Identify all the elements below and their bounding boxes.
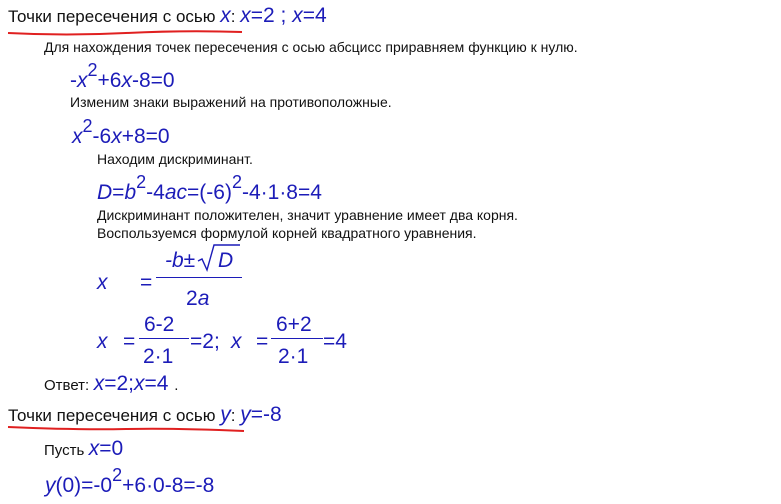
answer-label: Ответ: [44, 377, 90, 394]
answer-dot: . [174, 377, 179, 394]
heading-x-var: x [220, 4, 231, 27]
let-rhs: =0 [99, 437, 124, 460]
heading-x-eq2-rhs: =4 [302, 4, 327, 27]
root1-num: 6-2 [144, 313, 175, 336]
heading-x-colon: : [230, 7, 236, 26]
heading-x-label: Точки пересечения с осью [8, 7, 216, 26]
formula-x: x [97, 271, 108, 294]
heading-x [8, 5, 327, 26]
formula-fraction-bar [156, 277, 242, 278]
heading-y-eq-rhs: =-8 [250, 403, 282, 426]
disc-power1: 2 [136, 172, 147, 192]
final-arg: (0)=-0 [55, 474, 113, 497]
answer-r2: =4 [144, 372, 169, 395]
formula-num-text: -b± [165, 249, 196, 272]
eq1-x2: x [121, 69, 132, 92]
disc-eq: = [112, 181, 125, 204]
eq1-power: 2 [87, 60, 98, 80]
eq2-x: x [72, 125, 83, 148]
root2-fraction-bar [271, 338, 323, 339]
step5-text: Воспользуемся формулой корней квадратного уравнения. [97, 225, 477, 241]
final-power: 2 [112, 465, 123, 485]
heading-y-colon: : [230, 406, 236, 425]
root1-result: =2; [190, 330, 220, 353]
disc-rest: -4·1·8=4 [241, 181, 322, 204]
eq2-power: 2 [82, 116, 93, 136]
root1-eq: = [123, 330, 136, 353]
root1-fraction-bar [139, 338, 189, 339]
equation-1 [70, 60, 175, 92]
answer-x2: x [133, 372, 145, 395]
step2-text: Изменим знаки выражений на противоположные. [70, 94, 392, 110]
root1-x: x [97, 330, 108, 353]
root2-eq: = [256, 330, 269, 353]
answer-line [44, 373, 178, 394]
eq2-term-b: -6 [92, 125, 112, 148]
discriminant-equation [97, 172, 322, 204]
formula-eq: = [140, 271, 153, 294]
let-line [44, 438, 123, 459]
heading-x-eq2-var: x [292, 4, 303, 27]
eq2-term-c: +8=0 [121, 125, 170, 148]
heading-y-var: y [220, 403, 231, 426]
root2-den: 2·1 [278, 345, 309, 368]
step3-text: Находим дискриминант. [97, 151, 253, 167]
disc-d: D [97, 181, 113, 204]
final-y: y [45, 474, 56, 497]
root2-x: x [231, 330, 242, 353]
root2-num: 6+2 [276, 313, 312, 336]
heading-y-underline [6, 423, 246, 435]
final-equation [45, 465, 215, 497]
eq1-minus: - [70, 69, 77, 92]
equation-2 [72, 116, 170, 148]
disc-b: b [124, 181, 137, 204]
heading-x-eq1-var: x [240, 4, 251, 27]
eq1-x: x [77, 69, 88, 92]
final-rest: +6·0-8=-8 [122, 474, 215, 497]
formula-den-num: 2 [186, 287, 198, 310]
root2-result: =4 [323, 330, 347, 353]
formula-den-var: a [197, 287, 210, 310]
formula-root-d: D [218, 249, 234, 272]
eq2-x2: x [111, 125, 122, 148]
eq1-term-b: +6 [97, 69, 122, 92]
disc-power2: 2 [231, 172, 242, 192]
disc-c: c [176, 181, 188, 204]
step1-text: Для нахождения точек пересечения с осью абсцисс приравняем функцию к нулю. [44, 39, 578, 55]
step4-text: Дискриминант положителен, значит уравнение имеет два корня. [97, 207, 518, 223]
heading-y [8, 404, 282, 425]
formula-denominator [186, 288, 209, 309]
heading-x-sep: ; [280, 4, 287, 27]
heading-x-eq1-rhs: =2 [250, 4, 275, 27]
disc-mid: =(-6) [187, 181, 232, 204]
heading-y-label: Точки пересечения с осью [8, 406, 216, 425]
disc-a: a [164, 181, 177, 204]
heading-y-eq-var: y [240, 403, 251, 426]
answer-x1: x [93, 372, 105, 395]
root1-den: 2·1 [143, 345, 174, 368]
let-label: Пусть [44, 442, 85, 459]
heading-x-underline [6, 28, 246, 38]
eq1-term-c: -8=0 [131, 69, 175, 92]
disc-minus4: -4 [146, 181, 165, 204]
answer-r1: =2; [104, 372, 134, 395]
let-x: x [88, 437, 100, 460]
formula-numerator [165, 250, 195, 271]
